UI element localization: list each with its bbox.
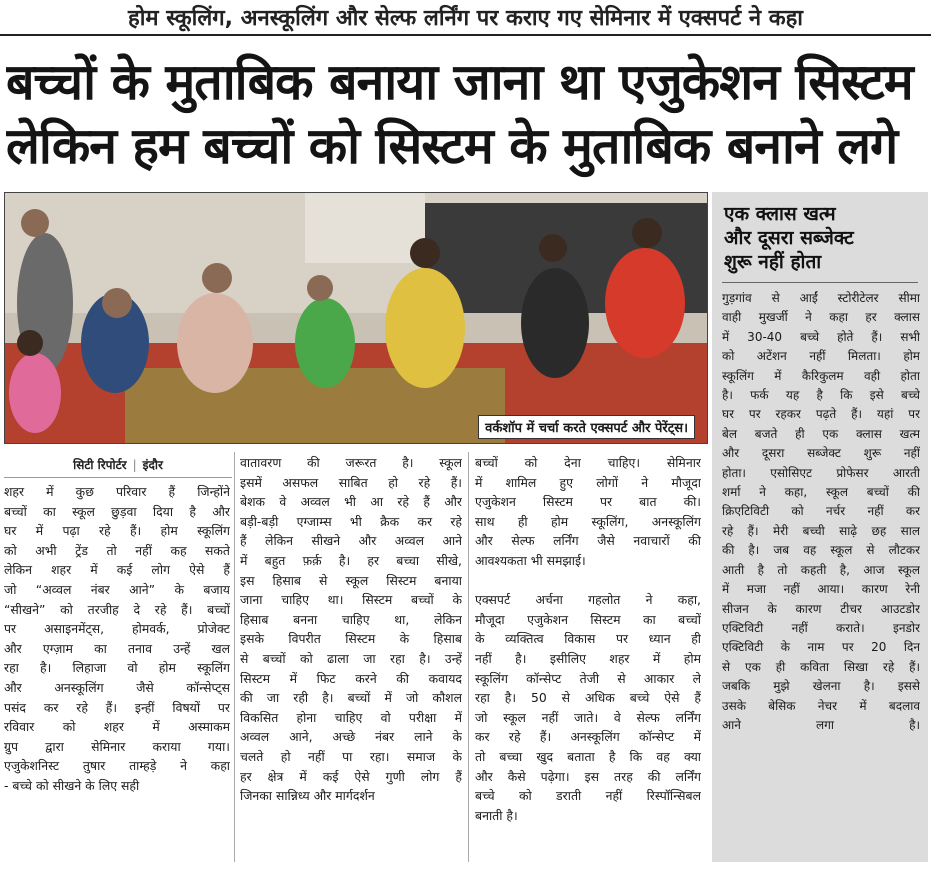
article-text-line: एजुकेशन सिस्टम पर बात की। bbox=[475, 494, 701, 510]
sidebar-text-line: को अटेंशन नहीं मिलता। होम bbox=[722, 349, 920, 364]
sidebar-text-line: वाही मुखर्जी ने कहा हर क्लास bbox=[722, 310, 920, 325]
article-text-line: घर में पढ़ा रहे हैं। होम स्कूलिंग bbox=[4, 523, 230, 539]
article-text-line: हर क्षेत्र में कई ऐसे गुणी लोग हैं bbox=[240, 768, 462, 784]
article-text-line: बड़ी-बड़ी एग्जाम्स भी क्रैक कर रहे bbox=[240, 513, 462, 529]
article-text-line: स्कूलिंग कॉन्सेप्ट तेजी से आकार ले bbox=[475, 670, 701, 686]
article-text-line: मौजूदा एजुकेशन सिस्टम का बच्चों bbox=[475, 611, 701, 627]
byline-city: इंदौर bbox=[142, 458, 163, 472]
sidebar-text-line: एक्टिविटी के नाम पर 20 दिन bbox=[722, 640, 920, 655]
headline-line-2: लेकिन हम बच्चों को सिस्टम के मुताबिक बनाने लगे bbox=[6, 117, 898, 175]
sidebar-text-line: की है। जब वह स्कूल से लौटकर bbox=[722, 543, 920, 558]
column-divider bbox=[234, 452, 235, 862]
byline bbox=[4, 452, 232, 478]
article-text-line: पर असाइनमेंट्स, होमवर्क, प्रोजेक्ट bbox=[4, 621, 230, 637]
column-divider bbox=[468, 452, 469, 862]
article-text-line: हैं लेकिन सीखने और अव्वल आने bbox=[240, 533, 462, 549]
article-text-line: हिसाब बनना चाहिए था, लेकिन bbox=[240, 611, 462, 627]
sidebar-text-line: शर्मा ने कहा, स्कूल बच्चों की bbox=[722, 485, 920, 500]
article-text-line: की जा रही है। बच्चों में जो कौशल bbox=[240, 690, 462, 706]
article-text-line: पसंद कर रहे हैं। इन्हीं विषयों पर bbox=[4, 699, 230, 715]
sidebar-box bbox=[712, 192, 928, 862]
article-text-line: बच्चों को देना चाहिए। सेमिनार bbox=[475, 455, 701, 470]
article-text-line: लेकिन शहर में कई लोग ऐसे हैं bbox=[4, 562, 230, 578]
sidebar-text-line: जबकि मुझे खेलना है। इससे bbox=[722, 679, 920, 694]
byline-reporter: सिटी रिपोर्टर bbox=[73, 458, 127, 472]
kicker-strap: होम स्कूलिंग, अनस्कूलिंग और सेल्फ लर्निंग पर कराए गए सेमिनार में एक्सपर्ट ने कहा bbox=[0, 0, 931, 36]
article-text-line: बनाती है। bbox=[475, 807, 518, 823]
sidebar-text-line: क्रिएटिविटी को नर्चर नहीं कर bbox=[722, 504, 920, 519]
article-text-line: रहा है। 50 से अधिक बच्चे ऐसे हैं bbox=[475, 690, 701, 706]
article-text-line: जिनका सान्निध्य और मार्गदर्शन bbox=[240, 788, 375, 804]
article-text-line: जो स्कूल नहीं जाते। वे सेल्फ लर्निंग bbox=[475, 709, 701, 725]
sidebar-divider bbox=[722, 282, 918, 283]
article-text-line bbox=[475, 571, 701, 591]
sidebar-text-line: घर पर रहकर पढ़ते हैं। यहां पर bbox=[722, 407, 920, 422]
sidebar-text-line: से एक ही कविता सिखा रहे हैं। bbox=[722, 659, 920, 674]
article-text-line: विकसित होना चाहिए वो परीक्षा में bbox=[240, 709, 462, 725]
headline bbox=[6, 50, 926, 178]
sidebar-text-line: है। फर्क यह है कि इसे बच्चे bbox=[722, 388, 920, 403]
article-text-line: ग्रुप द्वारा सेमिनार कराया गया। bbox=[4, 738, 230, 754]
article-text-line: कर रहे हैं। अनस्कूलिंग कॉन्सेप्ट में bbox=[475, 729, 701, 745]
workshop-photo-illustration bbox=[5, 193, 708, 444]
article-text-line: अव्वल आने, अच्छे नंबर लाने के bbox=[240, 729, 462, 745]
article-text-line: - बच्चे को सीखने के लिए सही bbox=[4, 777, 140, 793]
sidebar-text-line: बेल बजते ही एक क्लास खत्म bbox=[722, 426, 920, 441]
article-text-line: तो बच्चा खुद बताता है कि वह क्या bbox=[475, 748, 701, 764]
article-text-line: और सेल्फ लर्निंग जैसे नवाचारों की bbox=[475, 533, 701, 549]
article-text-line: वातावरण की जरूरत है। स्कूल bbox=[240, 455, 462, 470]
article-text-line: और अनस्कूलिंग जैसे कॉन्सेप्ट्स bbox=[4, 679, 230, 695]
article-column-2 bbox=[240, 453, 462, 806]
sidebar-text-line: आती है तो कहती है, आज स्कूल bbox=[722, 562, 920, 577]
article-text-line: इसमें असफल साबित हो रहे हैं। bbox=[240, 474, 462, 490]
sidebar-title bbox=[712, 192, 928, 274]
article-text-line: में बहुत फ़र्क़ है। हर बच्चा सीखे, bbox=[240, 552, 462, 568]
article-text-line: एक्सपर्ट अर्चना गहलोत ने कहा, bbox=[475, 592, 701, 608]
article-text-line: और एग्ज़ाम का तनाव उन्हें खल bbox=[4, 640, 230, 656]
sidebar-title-line-1: एक क्लास खत्म bbox=[724, 203, 836, 225]
sidebar-text-line: रहे हैं। मेरी बच्ची साढ़े छह साल bbox=[722, 523, 920, 538]
sidebar-body bbox=[712, 289, 928, 735]
sidebar-text-line: में 30-40 बच्चे होते हैं। सभी bbox=[722, 329, 920, 344]
news-photo bbox=[4, 192, 708, 444]
sidebar-title-line-2: और दूसरा सब्जेक्ट bbox=[724, 227, 854, 249]
article-text-line: इस हिसाब से स्कूल सिस्टम बनाया bbox=[240, 572, 462, 588]
article-text-line: बच्चों का स्कूल छुड़वा दिया है और bbox=[4, 503, 230, 519]
sidebar-text-line: और दूसरा सब्जेक्ट शुरू नहीं bbox=[722, 446, 920, 461]
sidebar-text-line: सीजन के कारण टीचर आउटडोर bbox=[722, 601, 920, 616]
article-text-line: एजुकेशनिस्ट तुषार ताम्हड़े ने कहा bbox=[4, 758, 230, 774]
sidebar-title-line-3: शुरू नहीं होता bbox=[724, 251, 822, 273]
article-text-line: आवश्यकता भी समझाई। bbox=[475, 552, 586, 568]
article-text-line: रविवार को शहर में अस्माकम bbox=[4, 719, 230, 735]
article-text-line: में शामिल हुए लोगों ने मौजूदा bbox=[475, 474, 701, 490]
article-text-line: और कैसे पढ़ेगा। इस तरह की लर्निंग bbox=[475, 768, 701, 784]
byline-separator: | bbox=[132, 457, 137, 472]
sidebar-text-line: उसके बेसिक नेचर में बदलाव bbox=[722, 698, 920, 713]
article-text-line: साथ ही होम स्कूलिंग, अनस्कूलिंग bbox=[475, 513, 701, 529]
sidebar-text-line: गुड़गांव से आईं स्टोरीटेलर सीमा bbox=[722, 291, 920, 305]
article-column-1 bbox=[4, 482, 230, 796]
article-text-line: “सीखने” को तरजीह दे रहे हैं। बच्चों bbox=[4, 601, 230, 617]
article-text-line: सिस्टम में फिट करने की कवायद bbox=[240, 670, 462, 686]
article-text-line: चलते हो नहीं पा रहा। समाज के bbox=[240, 748, 462, 764]
article-text-line: नहीं है। इसीलिए शहर में होम bbox=[475, 650, 701, 666]
article-text-line: को अभी ट्रेंड तो नहीं कह सकते bbox=[4, 542, 230, 558]
article-text-line: के व्यक्तित्व विकास पर ध्यान ही bbox=[475, 631, 701, 647]
sidebar-text-line: होता। एसोसिएट प्रोफेसर आरती bbox=[722, 465, 920, 480]
article-text-line: से बच्चों को ढाला जा रहा है। उन्हें bbox=[240, 650, 462, 666]
article-text-line: बच्चे को डराती नहीं रिस्पॉन्सिबल bbox=[475, 788, 701, 804]
article-text-line: रहा है। लिहाजा वो होम स्कूलिंग bbox=[4, 660, 230, 676]
article-text-line: जो “अव्वल नंबर आने” के बजाय bbox=[4, 581, 230, 597]
sidebar-text-line: आने लगा है। bbox=[722, 717, 920, 732]
sidebar-text-line: स्कूलिंग में कैरिकुलम वही होता bbox=[722, 368, 920, 383]
sidebar-text-line: में मजा नहीं आया। कारण रेनी bbox=[722, 582, 920, 597]
article-text-line: शहर में कुछ परिवार हैं जिन्होंने bbox=[4, 484, 230, 499]
article-text-line: इसके विपरीत सिस्टम के हिसाब bbox=[240, 631, 462, 647]
article-text-line: बेशक वे अव्वल भी आ रहे हैं और bbox=[240, 494, 462, 510]
sidebar-text-line: एक्टिविटी नहीं कराते। इनडोर bbox=[722, 620, 920, 635]
headline-line-1: बच्चों के मुताबिक बनाया जाना था एजुकेशन सिस्टम bbox=[6, 53, 913, 111]
photo-caption: वर्कशॉप में चर्चा करते एक्सपर्ट और पेरेंट्स। bbox=[478, 415, 695, 439]
article-text-line: जाना चाहिए था। सिस्टम बच्चों के bbox=[240, 592, 462, 608]
article-column-3 bbox=[475, 453, 701, 825]
